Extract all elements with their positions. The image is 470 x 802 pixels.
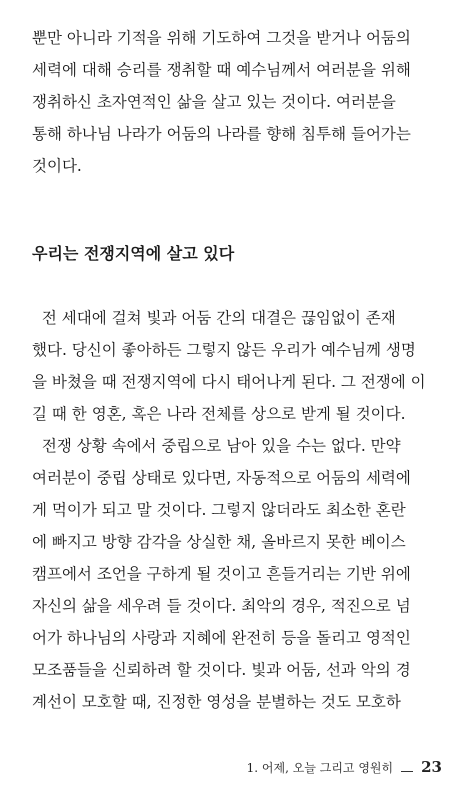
text-line: 어가 하나님의 사랑과 지혜에 완전히 등을 돌리고 영적인: [32, 629, 411, 647]
text-line: 세력에 대해 승리를 쟁취할 때 예수님께서 여러분을 위해: [32, 61, 411, 79]
text-line: 캠프에서 조언을 구하게 될 것이고 흔들거리는 기반 위에: [32, 565, 411, 583]
text-line: 계선이 모호할 때, 진정한 영성을 분별하는 것도 모호하: [32, 693, 401, 711]
text-line: 길 때 한 영혼, 혹은 나라 전체를 상으로 받게 될 것이다.: [32, 405, 406, 423]
intro-paragraph: [32, 22, 442, 182]
text-line: 했다. 당신이 좋아하든 그렇지 않든 우리가 예수님께 생명: [32, 341, 416, 359]
text-line: 여러분이 중립 상태로 있다면, 자동적으로 어둠의 세력에: [32, 469, 411, 487]
text-line: 뿐만 아니라 기적을 위해 기도하여 그것을 받거나 어둠의: [32, 29, 411, 47]
text-line: 전 세대에 걸쳐 빛과 어둠 간의 대결은 끊임없이 존재: [32, 309, 396, 327]
text-line: 것이다.: [32, 157, 82, 175]
text-line: 게 먹이가 되고 말 것이다. 그렇지 않더라도 최소한 혼란: [32, 501, 406, 519]
running-footer-chapter: 1. 어제, 오늘 그리고 영원히: [246, 761, 394, 775]
text-line: 모조품들을 신뢰하려 할 것이다. 빛과 어둠, 선과 악의 경: [32, 661, 411, 679]
text-line: 자신의 삶을 세우려 들 것이다. 최악의 경우, 적진으로 넘: [32, 597, 411, 615]
text-line: 에 빠지고 방향 감각을 상실한 채, 올바르지 못한 베이스: [32, 533, 406, 551]
text-line: 전쟁 상황 속에서 중립으로 남아 있을 수는 없다. 만약: [32, 437, 401, 455]
text-line: 쟁취하신 초자연적인 삶을 살고 있는 것이다. 여러분을: [32, 93, 396, 111]
footer-rule: [401, 770, 413, 772]
text-line: 통해 하나님 나라가 어둠의 나라를 향해 침투해 들어가는: [32, 125, 411, 143]
body-paragraph-2: [32, 430, 442, 718]
text-line: 을 바쳤을 때 전쟁지역에 다시 태어나게 된다. 그 전쟁에 이: [32, 373, 426, 391]
page-footer: [247, 758, 442, 776]
page-number: 23: [421, 758, 442, 776]
section-heading: 우리는 전쟁지역에 살고 있다: [32, 244, 235, 263]
body-paragraph-1: [32, 302, 442, 430]
